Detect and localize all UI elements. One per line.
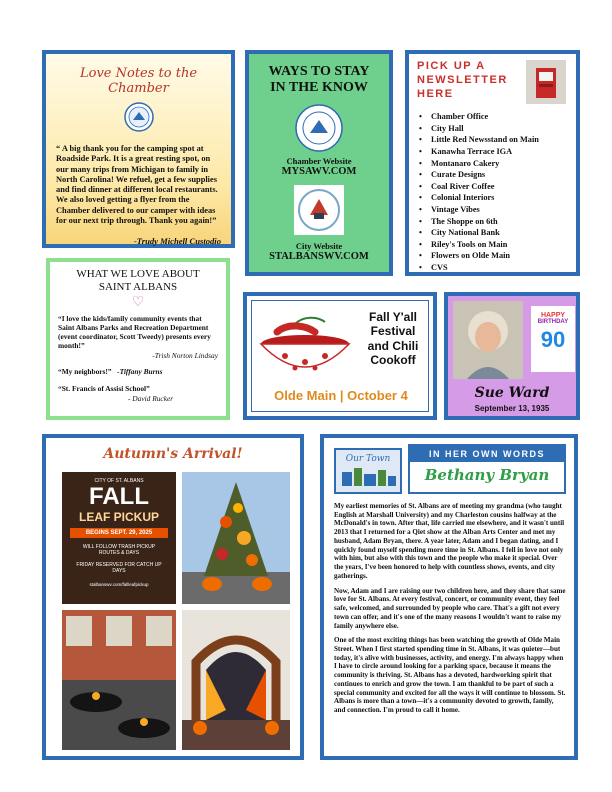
wwl-quote-3: “St. Francis of Assisi School” (58, 383, 150, 393)
decorated-hall-photo (62, 610, 176, 750)
birthday-name: Sue Ward (474, 385, 550, 401)
pickup-title: PICK UP A NEWSLETTER HERE (417, 60, 508, 100)
flyer-begins: BEGINS SEPT. 29, 2025 (70, 528, 168, 538)
town-skyline-icon (338, 464, 398, 486)
heart-icon: ♡ (131, 295, 145, 311)
list-item: • Chamber Office (417, 111, 568, 123)
what-we-love-title (58, 268, 218, 293)
ways-title-line1: WAYS TO STAY (268, 64, 370, 79)
city-website-label: City Website (295, 241, 343, 252)
flyer-routes: WILL FOLLOW TRASH PICKUP ROUTES & DAYS (82, 544, 156, 556)
bethany-story (334, 502, 566, 721)
love-notes-title: Love Notes to the Chamber (79, 66, 198, 96)
wwl-title-line1: WHAT WE LOVE ABOUT (76, 268, 200, 280)
chamber-website-link[interactable]: MYSAWV.COM (281, 166, 357, 178)
list-item: • The Shoppe on 6th (417, 216, 568, 228)
story-paragraph-2: Now, Adam and I are raising our two children here, and they share that same love for St. Albans. At every festival, concert, or community event, they feel safe, welcomed, and surrounded by people who care. That's a gift not every town can offer, and it's one of the many reasons I wouldn't want to raise my family anywhere else. (334, 586, 566, 630)
pickup-list (417, 111, 568, 273)
chili-line1: Fall Y'all (369, 310, 417, 324)
wwl-quote-2: “My neighbors!” (58, 366, 112, 376)
chili-line4: Cookoff (370, 353, 416, 368)
chili-line3: and Chili (367, 338, 419, 353)
fall-tree-photo (182, 472, 290, 604)
flyer-leaf: LEAF PICKUP (78, 510, 159, 524)
city-logo (294, 185, 344, 235)
card-happy: HAPPY (540, 312, 566, 319)
flyer-friday: FRIDAY RESERVED FOR CATCH UP DAYS (76, 562, 162, 574)
wwl-author-1: -Trish Norton Lindsay (152, 350, 218, 360)
list-item: • Kanawha Terrace IGA (417, 146, 568, 158)
her-own-words-label: IN HER OWN WORDS (410, 446, 564, 462)
our-town-logo-text: Our Town (345, 454, 391, 464)
ways-title-line2: IN THE KNOW (270, 80, 368, 96)
wwl-quote-1: “I love the kids/family community events that Saint Albans Parks and Recreation Department (event coordinator, Scott Tweedy) presents every month!” (58, 314, 211, 350)
autumn-title: Autumn's Arrival! (103, 446, 243, 462)
birthday-card (531, 306, 575, 372)
chamber-logo (295, 104, 343, 152)
flyer-url: stalbanswv.com/fallleafpickup (89, 582, 149, 587)
list-item: • Curate Designs (417, 169, 568, 181)
list-item: • City National Bank (417, 227, 568, 239)
wwl-quote-2-row (58, 368, 218, 377)
pickup-locations-panel (405, 50, 580, 276)
list-item: • Flowers on Olde Main (417, 250, 568, 262)
card-age: 90 (540, 327, 566, 352)
chili-title (353, 310, 433, 368)
list-item: • Little Red Newsstand on Main (417, 134, 568, 146)
what-we-love-panel (46, 258, 230, 420)
birthday-date: September 13, 1935 (474, 404, 550, 413)
list-item: • CVS (417, 262, 568, 274)
story-paragraph-1: My earliest memories of St. Albans are of meeting my grandma (who taught English at Marshall University) and my Charleston cousins halfway at the McDonald's in town. After that, life carried me elsewhere, and it wasn't until 2013 that I returned for a Qiet show at the Alban Arts Center and met my husband, Adam Bryan, there. A year later, Adam and I began dating, and I quickly found myself spending more time in St. Albans. I fell in love not only with him, but also with this town and the people who make it special. Over the years, I've been honored to help with countless shows, events, and city gatherings. (334, 502, 565, 580)
chamber-seal-logo (124, 102, 154, 132)
list-item: • Coal River Coffee (417, 181, 568, 193)
our-town-logo (334, 448, 402, 494)
portrait-photo (453, 301, 523, 379)
list-item: • Colonial Interiors (417, 192, 568, 204)
leaf-pickup-flyer (62, 472, 176, 604)
ways-to-stay-panel (245, 50, 393, 276)
autumn-panel (42, 434, 304, 760)
wwl-title-line2: SAINT ALBANS (98, 280, 178, 293)
wwl-author-2: -Tiffany Burns (117, 366, 163, 376)
list-item: • Montanaro Cakery (417, 158, 568, 170)
list-item: • City Hall (417, 123, 568, 135)
chili-date: Olde Main | October 4 (274, 388, 408, 403)
card-birthday: BIRTHDAY (537, 319, 569, 325)
flyer-top: CITY OF ST. ALBANS (94, 478, 144, 484)
fall-arch-photo (182, 610, 290, 750)
bethany-name: Bethany Bryan (424, 466, 550, 484)
list-item: • Riley's Tools on Main (417, 239, 568, 251)
flyer-fall: FALL (89, 483, 149, 510)
list-item: • Vintage Vibes (417, 204, 568, 216)
chili-line2: Festival (370, 324, 416, 339)
her-own-words-panel (320, 434, 578, 760)
city-website-link[interactable]: STALBANSWV.COM (269, 251, 369, 263)
newsstand-photo (526, 60, 566, 104)
chamber-website-label: Chamber Website (286, 156, 352, 167)
birthday-panel (444, 292, 580, 420)
love-notes-quote: “ A big thank you for the camping spot at Roadside Park. It is a great resting spot, on our many trips from Michigan to family in North Carolina! We refuel, get a few supplies and find dinner at different local restaurants. We also loved getting a flyer from the Chamber delivered to our camper with ideas for our next trip through. Thank you again!” (56, 144, 218, 225)
love-notes-panel (42, 50, 235, 248)
love-notes-author: -Trudy Michell Custodio (133, 236, 221, 246)
chili-cookoff-panel (243, 292, 437, 420)
story-paragraph-3: One of the most exciting things has been watching the growth of Olde Main Street. When I first started spending time in St. Albans, it was quieter—but today, it's alive with businesses, activity, and energy. I'm always happy when I have to circle around looking for a parking space, because it means the community is thriving. St. Albans has a devoted, hardworking spirit that continues to enrich and grow the town. I am thankful to be part of such a special community and excited for all the ways it will continue to blossom. St. Albans is more than a town—it's a community devoted to growth, family, and connection. I'm proud to call it home. (334, 636, 566, 715)
her-own-words-header (408, 444, 566, 494)
ways-title (253, 64, 385, 96)
chili-bowl-icon (255, 312, 355, 382)
wwl-author-3: - David Rucker (128, 393, 174, 403)
